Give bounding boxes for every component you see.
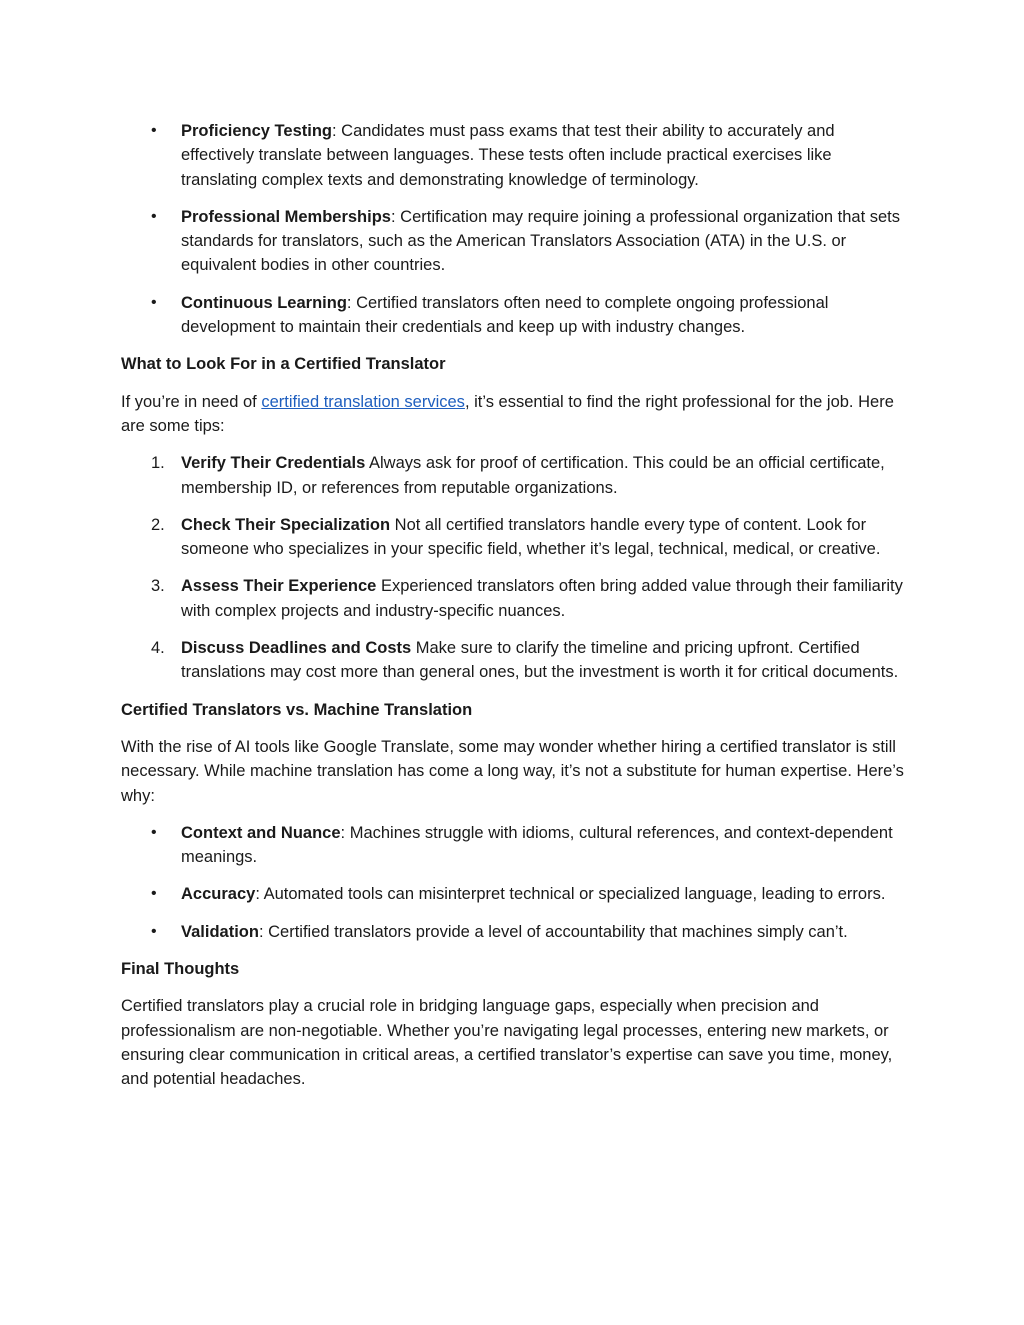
item-term: Continuous Learning (181, 293, 347, 312)
item-text: Experienced translators often bring added value through their familiarity with complex projects and industry-specific nuances. (181, 577, 903, 620)
item-term: Accuracy (181, 885, 256, 904)
item-text: Automated tools can misinterpret technical or specialized language, leading to errors. (263, 885, 886, 904)
item-number: 4. (151, 639, 165, 658)
item-text: Certification may require joining a professional organization that sets standards for translators, such as the American Translators Association (ATA) in the U.S. or equivalent bodies in other countries. (181, 207, 901, 275)
item-text: Certified translators often need to complete ongoing professional development to maintain their credentials and keep up with industry changes. (181, 293, 829, 337)
item-text: Make sure to clarify the timeline and pricing upfront. Certified translations may cost more than general ones, but the investment is worth it for critical documents. (181, 639, 899, 682)
item-term: Discuss Deadlines and Costs (181, 639, 412, 658)
item-separator: : (340, 823, 350, 842)
list-item (121, 574, 911, 623)
bullet-icon: • (151, 885, 157, 903)
item-text: Always ask for proof of certification. This could be an official certificate, membership ID, or references from reputable organizations. (181, 454, 885, 497)
item-separator: : (346, 293, 357, 312)
item-text: Not all certified translators handle every type of content. Look for someone who specializes in your specific field, whether it’s legal, technical, medical, or creative. (181, 515, 881, 559)
item-term: Professional Memberships (181, 207, 391, 226)
item-separator: : (255, 885, 264, 904)
item-term: Verify Their Credentials (181, 454, 366, 473)
list-item (121, 291, 911, 340)
item-term: Context and Nuance (181, 823, 341, 842)
bullet-icon: • (151, 122, 157, 139)
item-separator: : (258, 922, 269, 941)
item-text: Machines struggle with idioms, cultural references, and context-dependent meanings. (181, 823, 893, 867)
item-term: Proficiency Testing (181, 122, 332, 140)
intro-paragraph (121, 390, 911, 439)
list-item (121, 882, 911, 906)
list-item (121, 513, 911, 562)
tips-list (121, 451, 911, 684)
item-separator: : (331, 122, 342, 140)
section-heading: Final Thoughts (121, 960, 240, 979)
requirements-list (121, 119, 911, 339)
bullet-icon: • (151, 293, 157, 311)
item-term: Check Their Specialization (181, 515, 391, 534)
item-term: Validation (181, 922, 259, 941)
document-page (121, 119, 911, 1105)
section-heading: What to Look For in a Certified Translator (121, 355, 446, 374)
item-number: 1. (151, 454, 165, 473)
list-item (121, 451, 911, 500)
item-separator: : (390, 207, 401, 226)
list-item (121, 920, 911, 944)
list-item (121, 205, 911, 278)
intro-text-before: If you’re in need of (121, 392, 262, 411)
item-term: Assess Their Experience (181, 577, 377, 596)
bullet-icon: • (151, 207, 157, 225)
item-number: 3. (151, 577, 165, 596)
item-number: 2. (151, 515, 165, 534)
list-item (121, 821, 911, 870)
intro-text-after: , it’s essential to find the right professional for the job. Here are some tips: (121, 392, 894, 435)
list-item (121, 119, 911, 192)
bullet-icon: • (151, 823, 157, 841)
machine-intro-paragraph: With the rise of AI tools like Google Translate, some may wonder whether hiring a certified translator is still necessary. While machine translation has come a long way, it’s not a substitute for human expertise. Here’s why: (121, 737, 904, 805)
final-paragraph: Certified translators play a crucial role in bridging language gaps, especially when precision and professionalism are non-negotiable. Whether you’re navigating legal processes, entering new markets, or ensuring clear communication in critical areas, a certified translator’s expertise can save you time, money, and potential headaches. (121, 997, 893, 1089)
machine-list (121, 821, 911, 944)
item-text: Candidates must pass exams that test their ability to accurately and effectively translate between languages. These tests often include practical exercises like translating complex texts and demonstrating knowledge of terminology. (181, 122, 835, 189)
list-item (121, 636, 911, 685)
item-text: Certified translators provide a level of accountability that machines simply can’t. (268, 922, 848, 941)
certified-translation-services-link[interactable]: certified translation services (261, 392, 465, 411)
bullet-icon: • (151, 922, 157, 940)
section-heading: Certified Translators vs. Machine Translation (121, 700, 473, 719)
